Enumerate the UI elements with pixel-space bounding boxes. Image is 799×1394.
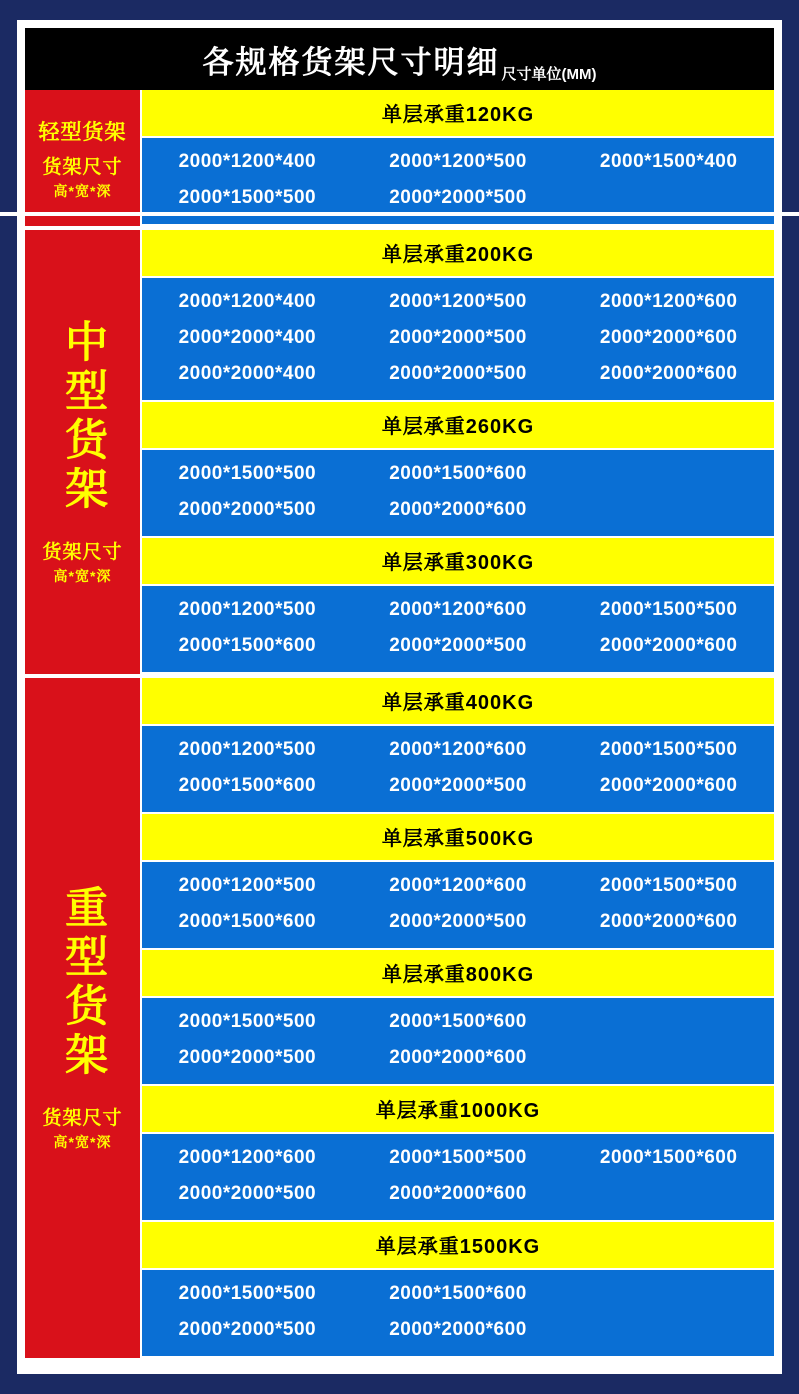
size-cell: 2000*1500*500 <box>389 1147 527 1168</box>
size-cell-empty <box>563 1040 774 1076</box>
load-capacity-caption: 单层承重1000KG <box>142 1086 774 1134</box>
size-cell: 2000*2000*500 <box>389 363 527 384</box>
size-cell: 2000*1200*600 <box>389 739 527 760</box>
size-cell: 2000*2000*500 <box>389 187 527 208</box>
category-cell <box>25 90 142 226</box>
size-grid <box>142 1134 774 1222</box>
table-row <box>142 456 774 492</box>
size-cell: 2000*1200*500 <box>178 739 317 760</box>
size-cell: 2000*2000*500 <box>389 635 527 656</box>
size-cell: 2000*2000*500 <box>389 327 527 348</box>
table-row <box>142 144 774 180</box>
size-cell: 2000*1200*600 <box>178 1147 317 1168</box>
size-cell: 2000*2000*600 <box>599 635 738 656</box>
size-cell: 2000*2000*500 <box>178 1319 317 1340</box>
size-grid <box>142 450 774 538</box>
size-cell: 2000*2000*500 <box>178 499 317 520</box>
size-grid <box>142 1270 774 1358</box>
size-cell: 2000*2000*500 <box>178 1047 317 1068</box>
size-cell: 2000*1500*600 <box>599 1147 738 1168</box>
load-capacity-caption: 单层承重400KG <box>142 678 774 726</box>
section-divider-top <box>0 212 799 216</box>
size-cell: 2000*1500*500 <box>599 739 738 760</box>
size-grid <box>142 586 774 674</box>
load-capacity-caption: 单层承重800KG <box>142 950 774 998</box>
load-capacity-caption: 单层承重500KG <box>142 814 774 862</box>
size-cell: 2000*1500*600 <box>178 775 317 796</box>
size-cell: 2000*1500*500 <box>178 1283 317 1304</box>
size-cell: 2000*2000*400 <box>178 363 317 384</box>
spec-section <box>25 678 774 1358</box>
table-row <box>142 356 774 392</box>
size-cell: 2000*1200*500 <box>389 151 527 172</box>
table-row <box>142 1004 774 1040</box>
size-cell: 2000*2000*500 <box>389 775 527 796</box>
category-sub-label: 货架尺寸 <box>42 541 123 563</box>
size-cell-empty <box>563 456 774 492</box>
unit-note: 尺寸单位(MM) <box>501 66 597 83</box>
size-cell: 2000*1500*500 <box>178 463 317 484</box>
category-label: 中型货架 <box>59 318 108 515</box>
size-cell: 2000*1500*600 <box>389 1283 527 1304</box>
table-row <box>142 1276 774 1312</box>
table-row <box>142 768 774 804</box>
load-capacity-caption: 单层承重1500KG <box>142 1222 774 1270</box>
size-cell: 2000*1200*600 <box>389 875 527 896</box>
size-cell: 2000*2000*600 <box>599 911 738 932</box>
size-cell-empty <box>563 492 774 528</box>
size-cell: 2000*2000*600 <box>389 1047 527 1068</box>
category-label: 重型货架 <box>59 884 108 1081</box>
size-cell: 2000*2000*500 <box>389 911 527 932</box>
category-cell <box>25 230 142 674</box>
table-row <box>142 1040 774 1076</box>
size-cell: 2000*1500*500 <box>599 599 738 620</box>
page-title: 各规格货架尺寸明细 <box>202 44 500 80</box>
size-cell: 2000*1200*600 <box>389 599 527 620</box>
size-cell: 2000*1200*500 <box>178 599 317 620</box>
size-grid <box>142 726 774 814</box>
category-label: 轻型货架 <box>38 120 127 144</box>
size-cell: 2000*2000*500 <box>178 1183 317 1204</box>
sections-container <box>25 90 774 1358</box>
table-row <box>142 628 774 664</box>
load-capacity-caption: 单层承重260KG <box>142 402 774 450</box>
table-row <box>142 284 774 320</box>
table-row <box>142 1176 774 1212</box>
size-cell-empty <box>563 1004 774 1040</box>
size-cell: 2000*2000*600 <box>599 363 738 384</box>
spec-section <box>25 230 774 674</box>
size-grid <box>142 998 774 1086</box>
size-grid <box>142 862 774 950</box>
size-cell: 2000*2000*600 <box>389 499 527 520</box>
table-row <box>142 592 774 628</box>
category-cell <box>25 678 142 1358</box>
size-cell: 2000*2000*600 <box>599 327 738 348</box>
size-cell: 2000*1500*600 <box>389 463 527 484</box>
size-cell-empty <box>563 1176 774 1212</box>
size-cell: 2000*1500*400 <box>599 151 738 172</box>
spec-section <box>25 90 774 226</box>
size-cell: 2000*2000*600 <box>389 1183 527 1204</box>
size-cell: 2000*2000*600 <box>389 1319 527 1340</box>
section-rows <box>142 230 774 674</box>
size-grid <box>142 278 774 402</box>
table-row <box>142 1312 774 1348</box>
table-row <box>142 732 774 768</box>
title-bar <box>25 28 774 90</box>
section-rows <box>142 90 774 226</box>
size-cell: 2000*1200*500 <box>389 291 527 312</box>
load-capacity-caption: 单层承重300KG <box>142 538 774 586</box>
category-sub-label: 货架尺寸 <box>42 156 123 178</box>
table-row <box>142 1140 774 1176</box>
size-cell: 2000*2000*600 <box>599 775 738 796</box>
size-cell: 2000*1500*500 <box>599 875 738 896</box>
size-cell-empty <box>563 1276 774 1312</box>
load-capacity-caption: 单层承重200KG <box>142 230 774 278</box>
table-row <box>142 320 774 356</box>
category-sub-note: 高*宽*深 <box>53 567 112 584</box>
size-cell: 2000*1500*500 <box>178 187 317 208</box>
size-cell: 2000*2000*400 <box>178 327 317 348</box>
size-cell-empty <box>563 180 774 216</box>
size-cell: 2000*1500*600 <box>178 911 317 932</box>
section-rows <box>142 678 774 1358</box>
size-cell: 2000*1200*400 <box>178 151 317 172</box>
table-row <box>142 904 774 940</box>
size-cell: 2000*1500*600 <box>389 1011 527 1032</box>
table-row <box>142 180 774 216</box>
size-cell: 2000*1200*400 <box>178 291 317 312</box>
category-sub-label: 货架尺寸 <box>42 1107 123 1129</box>
load-capacity-caption: 单层承重120KG <box>142 90 774 138</box>
table-row <box>142 492 774 528</box>
table-row <box>142 868 774 904</box>
size-cell: 2000*1500*500 <box>178 1011 317 1032</box>
size-cell-empty <box>563 1312 774 1348</box>
category-sub-note: 高*宽*深 <box>53 182 112 199</box>
category-sub-note: 高*宽*深 <box>53 1133 112 1150</box>
size-cell: 2000*1200*600 <box>599 291 738 312</box>
size-cell: 2000*1500*600 <box>178 635 317 656</box>
size-cell: 2000*1200*500 <box>178 875 317 896</box>
spec-table-board <box>17 20 782 1374</box>
